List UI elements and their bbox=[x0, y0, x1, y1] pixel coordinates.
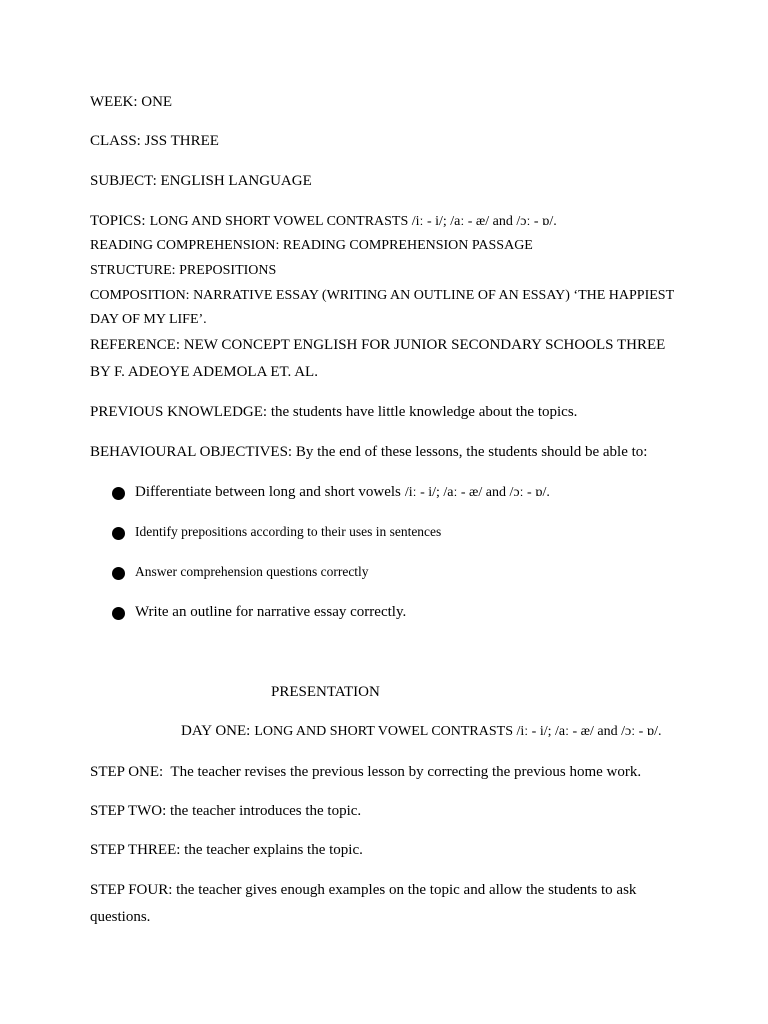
week-line: WEEK: ONE bbox=[90, 94, 173, 110]
objectives-intro: BEHAVIOURAL OBJECTIVES: By the end of these lessons, the students should be able to: bbox=[90, 444, 648, 460]
objective-item-tail: /iː - i/; /aː - æ/ and /ɔː - ɒ/. bbox=[404, 485, 550, 500]
objective-item: Answer comprehension questions correctly bbox=[135, 564, 369, 579]
bullet-icon bbox=[112, 607, 125, 620]
step-one: STEP ONE: The teacher revises the previous lesson by correcting the previous home work. bbox=[90, 764, 642, 780]
reading-line: READING COMPREHENSION: READING COMPREHENSION PASSAGE bbox=[90, 238, 533, 253]
presentation-heading: PRESENTATION bbox=[271, 684, 380, 700]
step-four-continued: questions. bbox=[90, 909, 151, 925]
day-one-heading bbox=[181, 721, 661, 742]
reference-line-2: BY F. ADEOYE ADEMOLA ET. AL. bbox=[90, 364, 318, 380]
step-two: STEP TWO: the teacher introduces the topic. bbox=[90, 803, 362, 819]
objective-item bbox=[135, 482, 550, 503]
step-three: STEP THREE: the teacher explains the topic. bbox=[90, 842, 363, 858]
topics-text: LONG AND SHORT VOWEL CONTRASTS /iː - i/; /aː - æ/ and /ɔː - ɒ/. bbox=[149, 214, 557, 229]
reference-line-1: REFERENCE: NEW CONCEPT ENGLISH FOR JUNIOR SECONDARY SCHOOLS THREE bbox=[90, 337, 666, 353]
structure-line: STRUCTURE: PREPOSITIONS bbox=[90, 263, 277, 278]
composition-line-2: DAY OF MY LIFE’. bbox=[90, 312, 207, 327]
bullet-icon bbox=[112, 567, 125, 580]
objective-item: Write an outline for narrative essay correctly. bbox=[135, 604, 407, 620]
composition-line-1: COMPOSITION: NARRATIVE ESSAY (WRITING AN OUTLINE OF AN ESSAY) ‘THE HAPPIEST bbox=[90, 288, 675, 303]
objective-item: Identify prepositions according to their uses in sentences bbox=[135, 524, 442, 539]
topics-label: TOPICS: bbox=[90, 213, 146, 229]
subject-line: SUBJECT: ENGLISH LANGUAGE bbox=[90, 173, 312, 189]
objective-item-main: Differentiate between long and short vowels bbox=[135, 484, 401, 500]
previous-knowledge-line: PREVIOUS KNOWLEDGE: the students have little knowledge about the topics. bbox=[90, 404, 578, 420]
day-label: DAY ONE: bbox=[181, 723, 251, 739]
bullet-icon bbox=[112, 487, 125, 500]
day-topic: LONG AND SHORT VOWEL CONTRASTS /iː - i/; /aː - æ/ and /ɔː - ɒ/. bbox=[254, 724, 662, 739]
class-line: CLASS: JSS THREE bbox=[90, 133, 219, 149]
topics-line bbox=[90, 211, 557, 232]
step-four: STEP FOUR: the teacher gives enough examples on the topic and allow the students to ask bbox=[90, 882, 637, 898]
bullet-icon bbox=[112, 527, 125, 540]
